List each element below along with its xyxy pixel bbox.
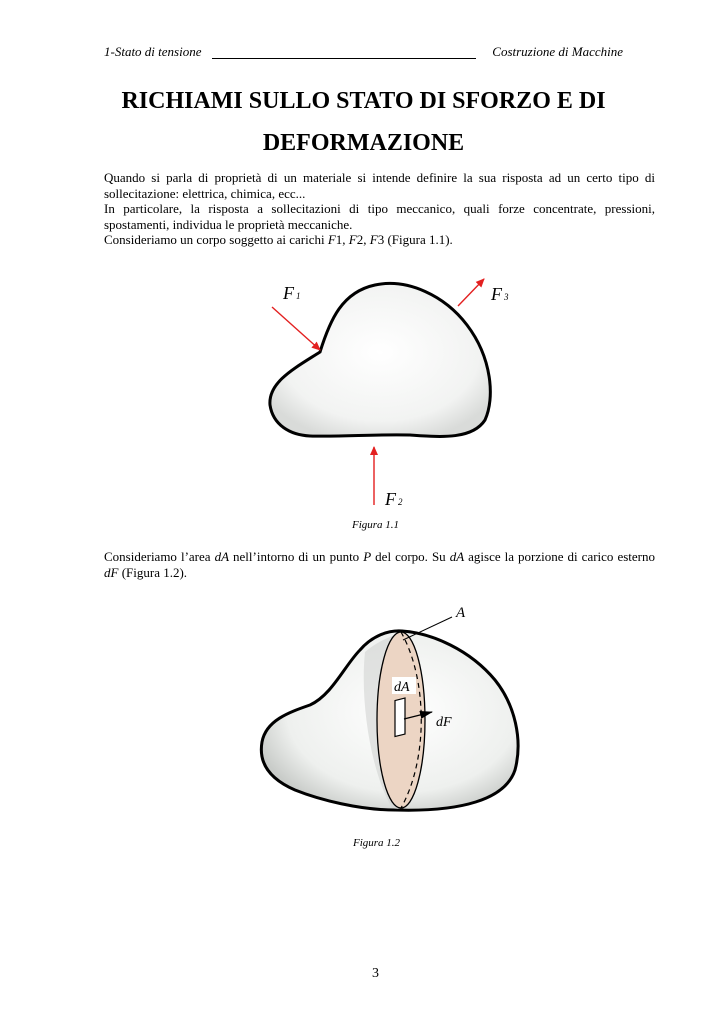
- force-f3-arrow: [458, 279, 484, 306]
- page-title-line2: DEFORMAZIONE: [262, 130, 465, 156]
- force-f1-arrow: [272, 307, 320, 350]
- header-course: Costruzione di Macchine: [492, 44, 623, 59]
- page-title-line1: RICHIAMI SULLO STATO DI SFORZO E DI: [121, 88, 606, 114]
- label-dF: dF: [436, 715, 452, 730]
- paragraph-mechanical: In particolare, la risposta a sollecitazioni di tipo meccanico, quali forze concentrate, pressioni, spostamenti, individua le proprietà meccaniche.: [104, 201, 655, 232]
- paragraph-area-element: Consideriamo l’area dA nell’intorno di un punto P del corpo. Su dA agisce la porzione di carico esterno dF (Figura 1.2).: [104, 549, 655, 580]
- label-A: A: [456, 605, 466, 621]
- area-element-dA: [395, 698, 405, 736]
- label-dA: dA: [394, 680, 410, 695]
- paragraph-intro: Quando si parla di proprietà di un materiale si intende definire la sua risposta ad un certo tipo di sollecitazione: elettrica, chimica, ecc...: [104, 170, 655, 201]
- header-chapter: 1-Stato di tensione: [104, 44, 202, 59]
- page-number: 3: [372, 966, 379, 981]
- paragraph-loads: Consideriamo un corpo soggetto ai carichi F1, F2, F3 (Figura 1.1).: [104, 232, 453, 247]
- label-f3: F 3: [491, 284, 509, 304]
- loaded-body-outline: [270, 283, 490, 436]
- label-f1: F 1: [283, 283, 301, 303]
- label-f2: F 2: [385, 489, 403, 509]
- figure-1-1-caption: Figura 1.1: [352, 519, 400, 531]
- figure-1-2-caption: Figura 1.2: [353, 837, 401, 849]
